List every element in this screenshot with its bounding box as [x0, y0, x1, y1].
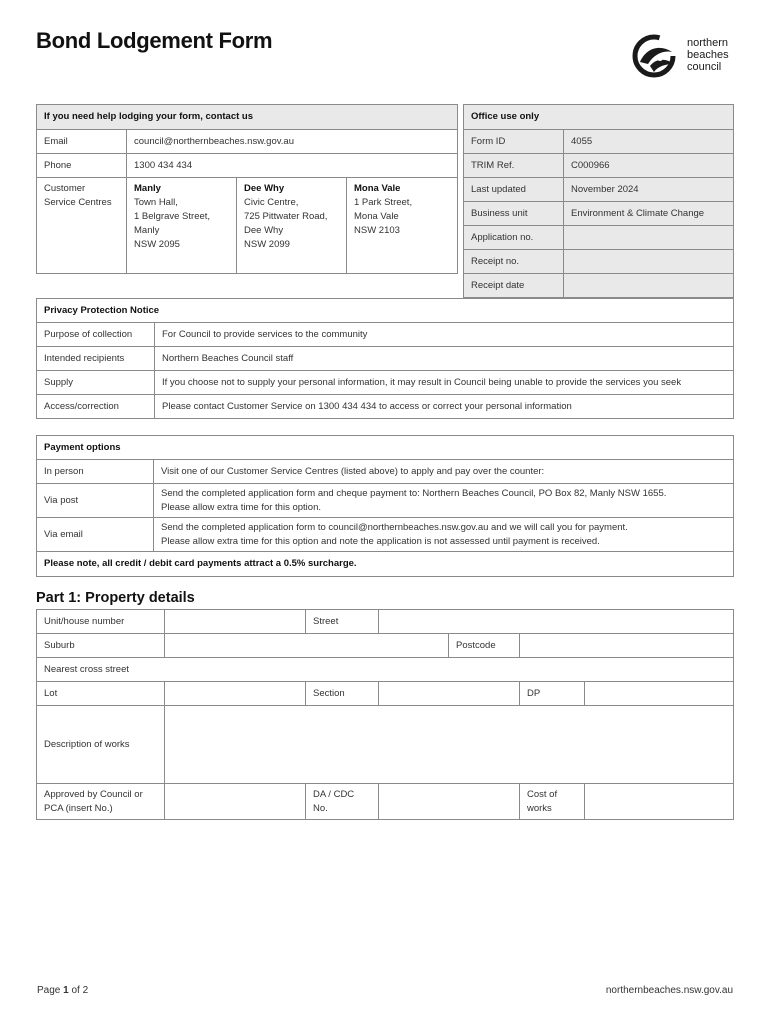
- cross-street-label: Nearest cross street: [37, 658, 734, 682]
- cost-label: [520, 784, 585, 820]
- privacy-table: [36, 298, 734, 419]
- page-suffix: of 2: [71, 985, 89, 996]
- contact-table: [36, 104, 458, 274]
- payment-label: In person: [37, 460, 154, 484]
- unit-label: Unit/house number: [37, 610, 165, 634]
- approved-label-line: PCA (insert No.): [44, 802, 113, 814]
- office-label: Form ID: [464, 130, 564, 154]
- payment-heading: Payment options: [37, 436, 734, 460]
- payment-table: [36, 435, 734, 577]
- privacy-value: If you choose not to supply your personal information, it may result in Council being unable to provide the services you seek: [155, 371, 734, 395]
- centre-line: Mona Vale: [354, 211, 399, 222]
- lot-input[interactable]: [165, 682, 306, 706]
- privacy-heading: Privacy Protection Notice: [37, 299, 734, 323]
- approved-label: [37, 784, 165, 820]
- cost-label-line: works: [527, 802, 552, 814]
- cost-input[interactable]: [585, 784, 734, 820]
- centre-dee-why: [237, 178, 347, 274]
- office-label: Receipt no.: [464, 250, 564, 274]
- da-input[interactable]: [379, 784, 520, 820]
- office-value: C000966: [564, 154, 734, 178]
- centre-name: Dee Why: [244, 183, 285, 194]
- suburb-label: Suburb: [37, 634, 165, 658]
- centres-label-line: Customer: [44, 183, 86, 194]
- email-value[interactable]: council@northernbeaches.nsw.gov.au: [127, 130, 458, 154]
- section-label: Section: [306, 682, 379, 706]
- cost-label-line: Cost of: [527, 788, 558, 800]
- street-label: Street: [306, 610, 379, 634]
- street-input[interactable]: [379, 610, 734, 634]
- payment-line: Please allow extra time for this option and note the application is not assessed until payment is received.: [161, 535, 600, 547]
- centre-name: Mona Vale: [354, 183, 401, 194]
- receipt-date-field[interactable]: [564, 274, 734, 298]
- email-label: Email: [37, 130, 127, 154]
- description-label: Description of works: [37, 706, 165, 784]
- approved-input[interactable]: [165, 784, 306, 820]
- centre-line: Town Hall,: [134, 197, 178, 208]
- centre-line: Dee Why: [244, 225, 284, 236]
- part1-heading: Part 1: Property details: [36, 590, 195, 606]
- phone-label: Phone: [37, 154, 127, 178]
- privacy-value: For Council to provide services to the community: [155, 323, 734, 347]
- logo-line-1: northern: [687, 37, 728, 49]
- payment-value: [154, 518, 734, 552]
- dp-input[interactable]: [585, 682, 734, 706]
- centre-line: NSW 2099: [244, 239, 290, 250]
- privacy-label: Intended recipients: [37, 347, 155, 371]
- centres-label-line: Service Centres: [44, 197, 112, 208]
- payment-label: Via email: [37, 518, 154, 552]
- centre-line: 725 Pittwater Road,: [244, 211, 328, 222]
- postcode-input[interactable]: [520, 634, 734, 658]
- centres-label: [37, 178, 127, 274]
- office-value: Environment & Climate Change: [564, 202, 734, 226]
- office-label: Application no.: [464, 226, 564, 250]
- unit-input[interactable]: [165, 610, 306, 634]
- description-input[interactable]: [165, 706, 734, 784]
- logo-text: [687, 37, 729, 73]
- payment-line: Send the completed application form and cheque payment to: Northern Beaches Council, PO Box 82, Manly NSW 1655.: [161, 487, 667, 499]
- receipt-no-field[interactable]: [564, 250, 734, 274]
- da-label-line: No.: [313, 802, 328, 814]
- centre-line: 1 Park Street,: [354, 197, 413, 208]
- page-current: 1: [63, 985, 69, 996]
- contact-heading: If you need help lodging your form, contact us: [37, 105, 458, 130]
- office-heading: Office use only: [464, 105, 734, 130]
- privacy-value: Northern Beaches Council staff: [155, 347, 734, 371]
- payment-value: Visit one of our Customer Service Centres (listed above) to apply and pay over the counter:: [154, 460, 734, 484]
- property-details-table: [36, 609, 734, 820]
- privacy-value: Please contact Customer Service on 1300 434 434 to access or correct your personal information: [155, 395, 734, 419]
- approved-label-line: Approved by Council or: [44, 788, 143, 800]
- office-label: Receipt date: [464, 274, 564, 298]
- surcharge-note: Please note, all credit / debit card payments attract a 0.5% surcharge.: [37, 552, 734, 577]
- office-label: Last updated: [464, 178, 564, 202]
- office-label: TRIM Ref.: [464, 154, 564, 178]
- centre-manly: [127, 178, 237, 274]
- centre-line: Manly: [134, 225, 160, 236]
- da-label-line: DA / CDC: [313, 788, 355, 800]
- payment-value: [154, 484, 734, 518]
- suburb-input[interactable]: [165, 634, 449, 658]
- office-value: 4055: [564, 130, 734, 154]
- privacy-label: Purpose of collection: [37, 323, 155, 347]
- da-label: [306, 784, 379, 820]
- logo-line-2: beaches: [687, 49, 729, 61]
- office-use-table: [463, 104, 734, 298]
- council-logo: [630, 34, 740, 78]
- centre-line: Civic Centre,: [244, 197, 299, 208]
- payment-line: Send the completed application form to council@northernbeaches.nsw.gov.au and we will call you for payment.: [161, 521, 628, 533]
- page-title: Bond Lodgement Form: [36, 28, 273, 53]
- privacy-label: Access/correction: [37, 395, 155, 419]
- phone-value[interactable]: 1300 434 434: [127, 154, 458, 178]
- centre-line: NSW 2095: [134, 239, 180, 250]
- centre-mona-vale: [347, 178, 458, 274]
- payment-label: Via post: [37, 484, 154, 518]
- office-value: November 2024: [564, 178, 734, 202]
- payment-line: Please allow extra time for this option.: [161, 501, 321, 513]
- section-input[interactable]: [379, 682, 520, 706]
- centre-line: NSW 2103: [354, 225, 400, 236]
- logo-line-3: council: [687, 61, 722, 73]
- centre-name: Manly: [134, 183, 161, 194]
- privacy-label: Supply: [37, 371, 155, 395]
- lot-label: Lot: [37, 682, 165, 706]
- footer-website[interactable]: northernbeaches.nsw.gov.au: [605, 985, 733, 996]
- centre-line: 1 Belgrave Street,: [134, 211, 211, 222]
- page-prefix: Page: [37, 985, 61, 996]
- application-no-field[interactable]: [564, 226, 734, 250]
- postcode-label: Postcode: [449, 634, 520, 658]
- office-label: Business unit: [464, 202, 564, 226]
- council-logo-icon: [630, 34, 684, 78]
- page-number: [37, 985, 88, 996]
- dp-label: DP: [520, 682, 585, 706]
